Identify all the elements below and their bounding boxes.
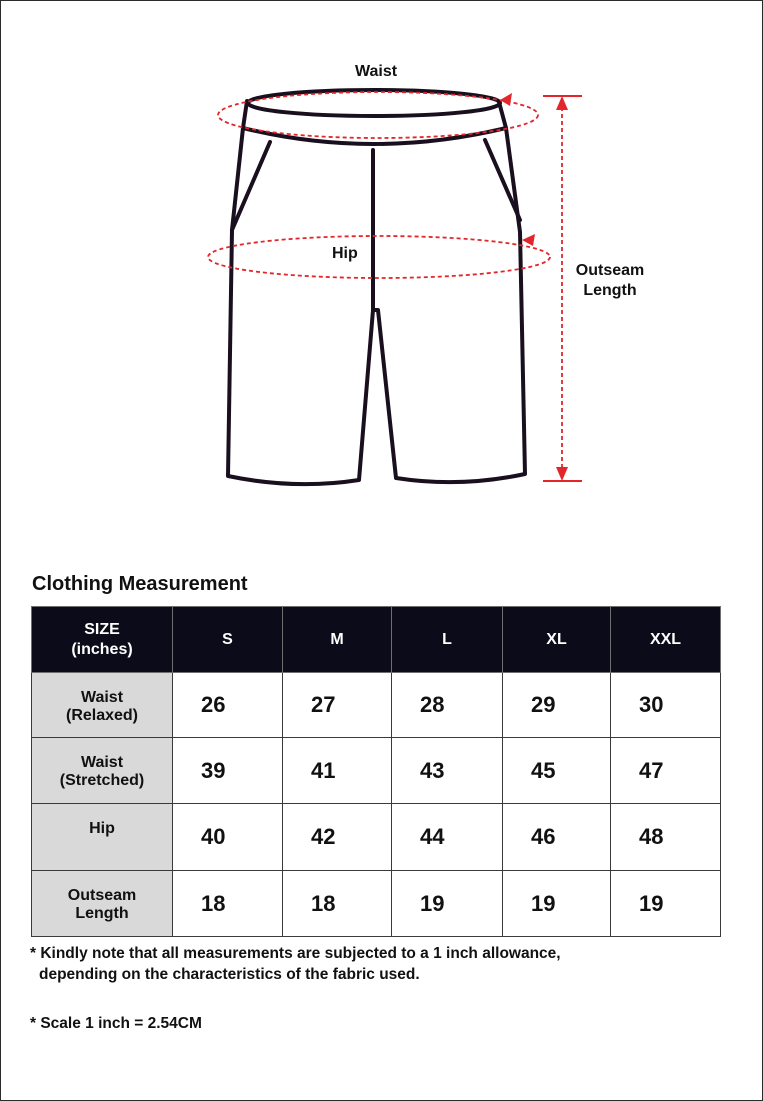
hip-measure-line	[208, 236, 550, 278]
header-size-cell	[32, 607, 173, 673]
table-title: Clothing Measurement	[32, 573, 248, 595]
waist-label: Waist	[355, 63, 398, 80]
cell-value: 28	[392, 673, 503, 738]
allowance-note	[30, 943, 561, 985]
header-col-s: S	[173, 607, 283, 673]
header-col-xl: XL	[503, 607, 611, 673]
cell-value: 44	[392, 804, 503, 871]
outseam-bottom-arrow-icon	[556, 467, 568, 481]
size-table	[31, 606, 721, 937]
cell-value: 47	[611, 738, 721, 804]
outseam-label	[572, 261, 648, 301]
header-col-xxl: XXL	[611, 607, 721, 673]
scale-note: * Scale 1 inch = 2.54CM	[30, 1015, 202, 1032]
table-row-hip	[32, 804, 721, 871]
outseam-label-line2: Length	[583, 282, 637, 299]
cell-value: 27	[283, 673, 392, 738]
table-row-waist-relaxed	[32, 673, 721, 738]
cell-value: 39	[173, 738, 283, 804]
row-label-outseam-length	[32, 871, 173, 937]
allowance-note-line2: depending on the characteristics of the fabric used.	[39, 966, 420, 983]
shorts-diagram	[0, 0, 763, 520]
cell-value: 19	[503, 871, 611, 937]
cell-value: 45	[503, 738, 611, 804]
row-label-line2: Length	[75, 905, 129, 922]
hip-arrow-icon	[522, 234, 535, 246]
allowance-note-line1: * Kindly note that all measurements are subjected to a 1 inch allowance,	[30, 945, 561, 962]
table-row-outseam-length	[32, 871, 721, 937]
hip-label: Hip	[332, 245, 358, 262]
header-size-line1: SIZE	[84, 620, 120, 638]
cell-value: 41	[283, 738, 392, 804]
cell-value: 46	[503, 804, 611, 871]
row-label-line1: Waist	[80, 754, 124, 771]
cell-value: 18	[283, 871, 392, 937]
cell-value: 19	[392, 871, 503, 937]
row-label-hip	[32, 804, 173, 871]
cell-value: 48	[611, 804, 721, 871]
outseam-top-arrow-icon	[556, 96, 568, 110]
outseam-label-line1: Outseam	[575, 262, 645, 279]
row-label-line2: (Stretched)	[59, 772, 145, 789]
cell-value: 19	[611, 871, 721, 937]
row-label-waist-relaxed	[32, 673, 173, 738]
row-label-line1: Waist	[80, 689, 124, 706]
cell-value: 43	[392, 738, 503, 804]
header-col-l: L	[392, 607, 503, 673]
cell-value: 40	[173, 804, 283, 871]
row-label-line2: (Relaxed)	[65, 707, 139, 724]
row-label-line1: Outseam	[67, 887, 137, 904]
cell-value: 42	[283, 804, 392, 871]
waist-arrow-icon	[500, 93, 512, 106]
cell-value: 30	[611, 673, 721, 738]
header-col-m: M	[283, 607, 392, 673]
header-size-line2: (inches)	[71, 640, 133, 658]
row-label-waist-stretched	[32, 738, 173, 804]
row-label-line1: Hip	[89, 820, 115, 837]
cell-value: 18	[173, 871, 283, 937]
cell-value: 26	[173, 673, 283, 738]
shorts-outline	[228, 90, 525, 484]
cell-value: 29	[503, 673, 611, 738]
table-row-waist-stretched	[32, 738, 721, 804]
table-header-row	[32, 607, 721, 673]
